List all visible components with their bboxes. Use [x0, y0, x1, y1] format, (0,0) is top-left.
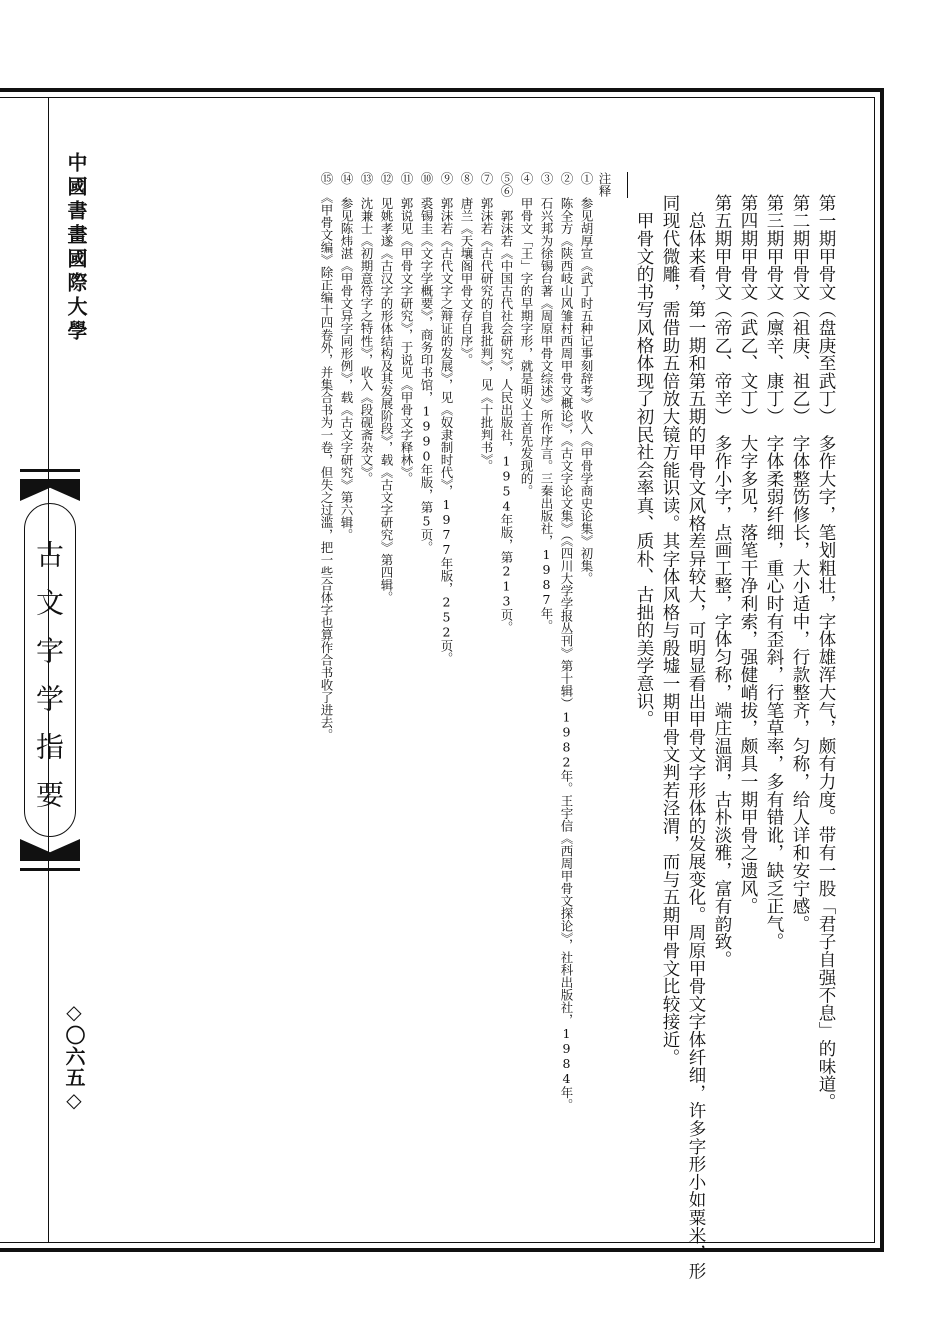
body-paragraph: 总体来看，第一期和第五期的甲骨文风格差异较大，可明显看出甲骨文字形体的发展变化。周原甲骨文字体纤细，许多字形小如粟米，形	[686, 194, 706, 1280]
note-item: ⑦ 郭沫若《古代研究的自我批判》，见《十批判书》。	[479, 172, 494, 472]
body-paragraph: 第二期甲骨文（祖庚、祖乙） 字体整饬修长，大小适中，行款整齐，匀称，给人详和安宁感。	[790, 194, 810, 933]
note-item: ⑤⑥ 郭沫若《中国古代社会研究》，人民出版社，1954年版，第213页。	[499, 172, 514, 634]
body-paragraph: 第一期甲骨文（盘庚至武丁） 多作大字，笔划粗壮，字体雄浑大气，颇有力度。带有一股「君子自强不息」的味道。	[816, 194, 836, 1111]
body-paragraph: 甲骨文的书写风格体现了初民社会率真、质朴、古拙的美学意识。	[634, 194, 654, 728]
note-item: ⑫ 见姚孝遂《古汉字的形体结构及其发展阶段》，载《古文字研究》第四辑。	[379, 172, 394, 604]
body-paragraph: 同现代微雕，需借助五倍放大镜方能识读。其字体风格与殷墟一期甲骨文判若泾渭，而与五期甲骨文比较接近。	[660, 194, 680, 1067]
note-item: ⑭ 参见陈炜湛《甲骨文异字同形例》，载《古文字研究》第六辑。	[339, 172, 354, 541]
frame-inner-top-rule	[0, 97, 874, 98]
note-item: ① 参见胡厚宣《武丁时五种记事刻辞考》收入《甲骨学商史论集》初集。	[579, 172, 594, 585]
cartouche-bottom-cap	[20, 839, 80, 861]
book-title: 古文字学指要	[32, 540, 65, 828]
frame-inner-bottom-rule	[0, 1242, 874, 1243]
note-item: ⑬ 沈兼士《初期意符字之特性》，收入《段砚斋杂文》。	[359, 172, 374, 485]
notes-heading: 注释	[597, 172, 612, 197]
body-paragraph: 第五期甲骨文（帝乙、帝辛） 多作小字，点画工整，字体匀称，端庄温润，古朴淡雅，富有韵致。	[712, 194, 732, 969]
note-item: ⑮ 《甲骨文编》除正编十四卷外，并集合书为一卷，但失之过滥，把一些合体字也算作合书收了进去。	[319, 172, 334, 741]
note-item: ⑪ 郭说见《甲骨文字研究》，于说见《甲骨文字释林》。	[399, 172, 414, 485]
note-item: ④ 甲骨文「王」字的早期字形，就是明义士首先发现的。	[519, 172, 534, 497]
frame-right-rule	[880, 88, 884, 1252]
body-paragraph: 第三期甲骨文（廪辛、康丁） 字体柔弱纤细，重心时有歪斜，行笔草率，多有错讹，缺乏正气。	[764, 194, 784, 951]
note-item: ⑩ 裘锡圭《文字学概要》，商务印书馆，1990年版，第5页。	[419, 172, 434, 554]
notes-divider	[627, 172, 628, 198]
page-number: ◇〇六五◇	[62, 1000, 86, 1113]
frame-inner-right-rule	[874, 97, 875, 1243]
note-item: ⑨ 郭沫若《古代文字之辩证的发展》，见《奴隶制时代》，1977年版，252页。	[439, 172, 454, 665]
frame-bottom-rule	[0, 1248, 884, 1252]
cartouche-top-bar	[20, 469, 80, 472]
note-item: ⑧ 唐兰《天壤阁甲骨文存自序》。	[459, 172, 474, 366]
university-name: 中國書畫國際大學	[64, 152, 88, 344]
frame-top-rule	[0, 88, 884, 92]
cartouche-top-cap	[20, 479, 80, 501]
body-paragraph: 第四期甲骨文（武乙、文丁） 大字多见，落笔干净利索，强健峭拔，颇具一期甲骨之遗风。	[738, 194, 758, 916]
note-item: ③ 石兴邦为徐锡台著《周原甲骨文综述》所作序言。三秦出版社，1987年。	[539, 172, 554, 632]
note-item: ② 陈全方《陕西岐山风雏村西周甲骨文概论》，《古文字论文集》（《四川大学学报丛刊》第十辑）1982年。王宇信《西周甲骨文探论》，社科出版社，1984年。	[559, 172, 574, 1111]
cartouche-bottom-bar	[20, 868, 80, 871]
